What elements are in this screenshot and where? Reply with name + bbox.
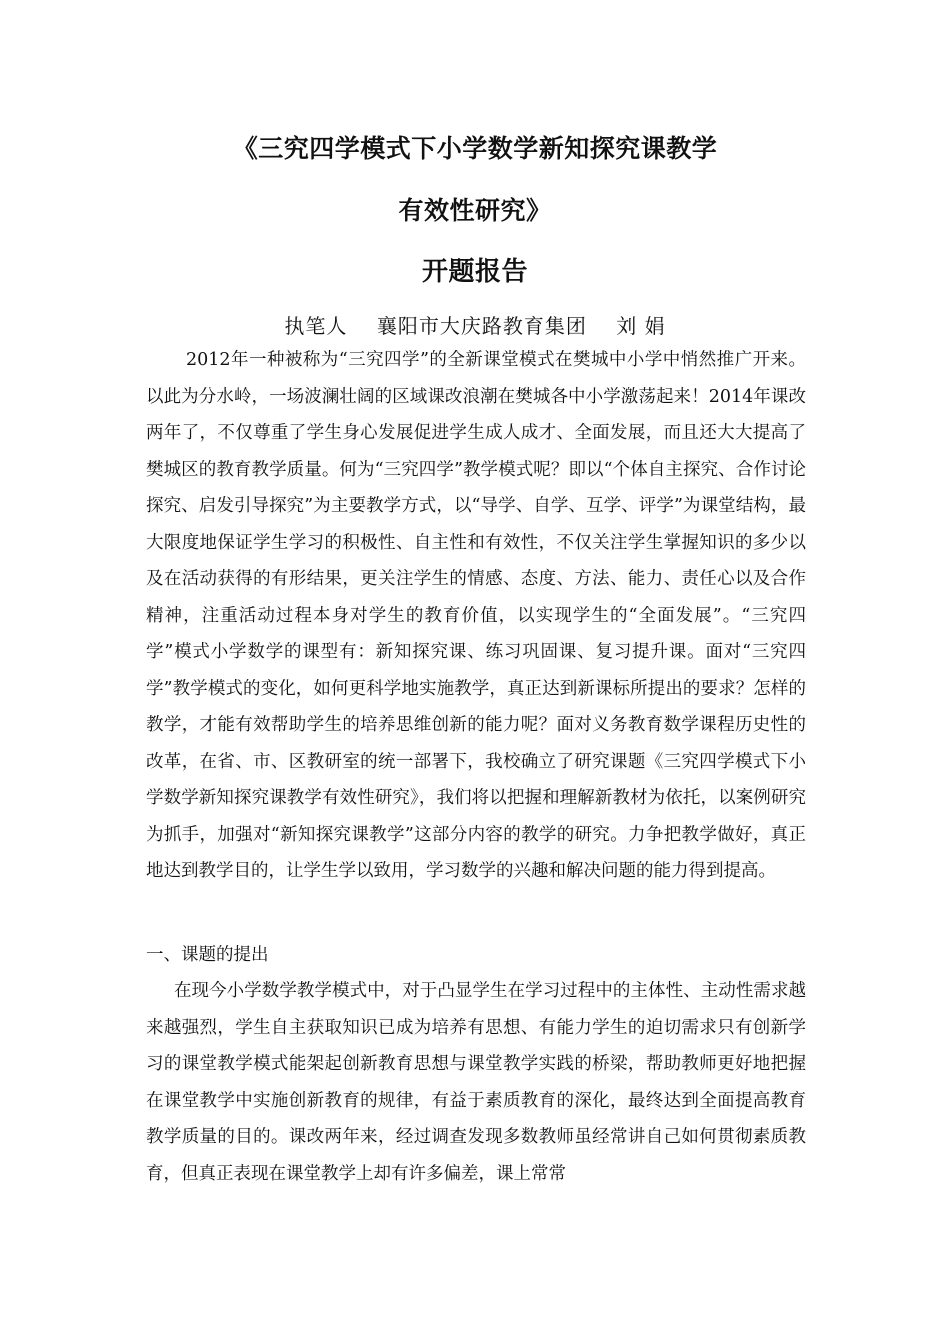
document-title-report: 开题报告 <box>421 257 528 287</box>
document-title-line1: 《三究四学模式下小学数学新知探究课教学 <box>232 134 718 163</box>
document-title-line2: 有效性研究》 <box>398 196 552 225</box>
section-heading-1: 一、课题的提出 <box>146 945 269 965</box>
author-byline: 执笔人 襄阳市大庆路教育集团 刘 娟 <box>284 314 666 338</box>
intro-paragraph: 2012年一种被称为“三究四学”的全新课堂模式在樊城中小学中悄然推广开来。以此为分水岭，一场波澜壮阔的区域课改浪潮在樊城各中小学激荡起来！2014年课改两年了，不仅尊重了学生身心发展促进学生成人成才、全面发展，而且还大大提高了樊城区的教育教学质量。何为“三究四学”教学模式呢？即以“个体自主探究、合作讨论探究、启发引导探究”为主要教学方式，以“导学、自学、互学、评学”为课堂结构，最大限度地保证学生学习的积极性、自主性和有效性，不仅关注学生掌握知识的多少以及在活动获得的有形结果，更关注学生的情感、态度、方法、能力、责任心以及合作精神，注重活动过程本身对学生的教育价值，以实现学生的“全面发展”。“三究四学”模式小学数学的课型有：新知探究课、练习巩固课、复习提升课。面对“三究四学”教学模式的变化，如何更科学地实施教学，真正达到新课标所提出的要求？怎样的教学，才能有效帮助学生的培养思维创新的能力呢？面对义务教育数学课程历史性的改革，在省、市、区教研室的统一部署下，我校确立了研究课题《三究四学模式下小学数学新知探究课教学有效性研究》，我们将以把握和理解新教材为依托，以案例研究为抓手，加强对“新知探究课教学”这部分内容的教学的研究。力争把教学做好，真正地达到教学目的，让学生学以致用，学习数学的兴趣和解决问题的能力得到提高。 <box>146 350 806 881</box>
section1-paragraph: 在现今小学数学教学模式中，对于凸显学生在学习过程中的主体性、主动性需求越来越强烈，学生自主获取知识已成为培养有思想、有能力学生的迫切需求只有创新学习的课堂教学模式能架起创新教育思想与课堂教学实践的桥梁，帮助教师更好地把握在课堂教学中实施创新教育的规律，有益于素质教育的深化，最终达到全面提高教育教学质量的目的。课改两年来，经过调查发现多数教师虽经常讲自己如何贯彻素质教育，但真正表现在课堂教学上却有许多偏差，课上常常 <box>146 981 806 1184</box>
